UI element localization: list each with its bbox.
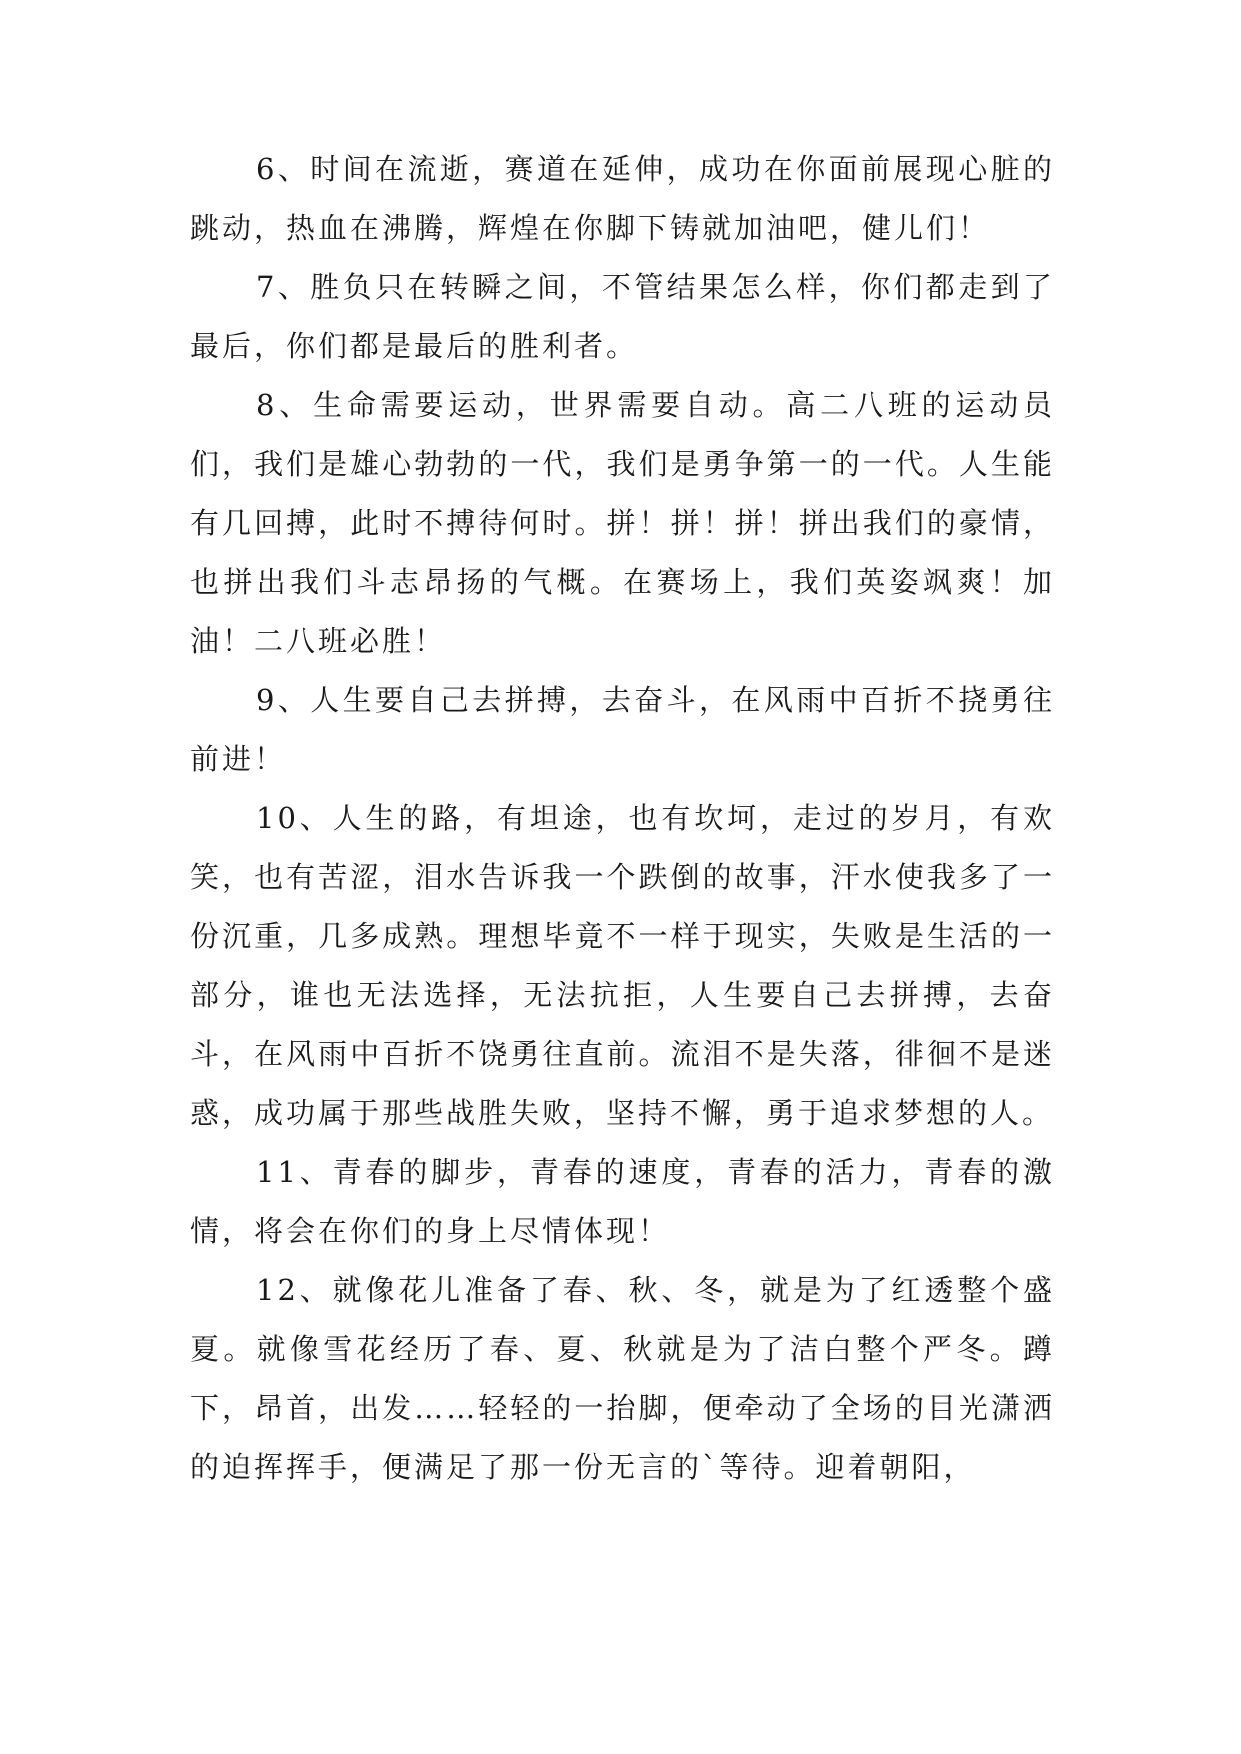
paragraph-8: 8、生命需要运动，世界需要自动。高二八班的运动员们，我们是雄心勃勃的一代，我们是勇争第一的一代。人生能有几回搏，此时不搏待何时。拼！拼！拼！拼出我们的豪情，也拼出我们斗志昂扬的气概。在赛场上，我们英姿飒爽！加油！二八班必胜！ xyxy=(190,388,1055,658)
paragraph-12: 12、就像花儿准备了春、秋、冬，就是为了红透整个盛夏。就像雪花经历了春、夏、秋就是为了洁白整个严冬。蹲下，昂首，出发……轻轻的一抬脚，便牵动了全场的目光潇洒的迫挥挥手，便满足了那一份无言的`等待。迎着朝阳， xyxy=(190,1273,1055,1484)
paragraph-11: 11、青春的脚步，青春的速度，青春的活力，青春的激情，将会在你们的身上尽情体现！ xyxy=(190,1155,1055,1248)
paragraph-6: 6、时间在流逝，赛道在延伸，成功在你面前展现心脏的跳动，热血在沸腾，辉煌在你脚下铸就加油吧，健儿们！ xyxy=(190,152,1055,245)
document-page xyxy=(190,140,1055,1497)
paragraph-10: 10、人生的路，有坦途，也有坎坷，走过的岁月，有欢笑，也有苦涩，泪水告诉我一个跌倒的故事，汗水使我多了一份沉重，几多成熟。理想毕竟不一样于现实，失败是生活的一部分，谁也无法选择，无法抗拒，人生要自己去拼搏，去奋斗，在风雨中百折不饶勇往直前。流泪不是失落，徘徊不是迷惑，成功属于那些战胜失败，坚持不懈，勇于追求梦想的人。 xyxy=(190,801,1055,1130)
paragraph-7: 7、胜负只在转瞬之间，不管结果怎么样，你们都走到了最后，你们都是最后的胜利者。 xyxy=(190,270,1055,363)
paragraph-9: 9、人生要自己去拼搏，去奋斗，在风雨中百折不挠勇往前进！ xyxy=(190,683,1055,776)
